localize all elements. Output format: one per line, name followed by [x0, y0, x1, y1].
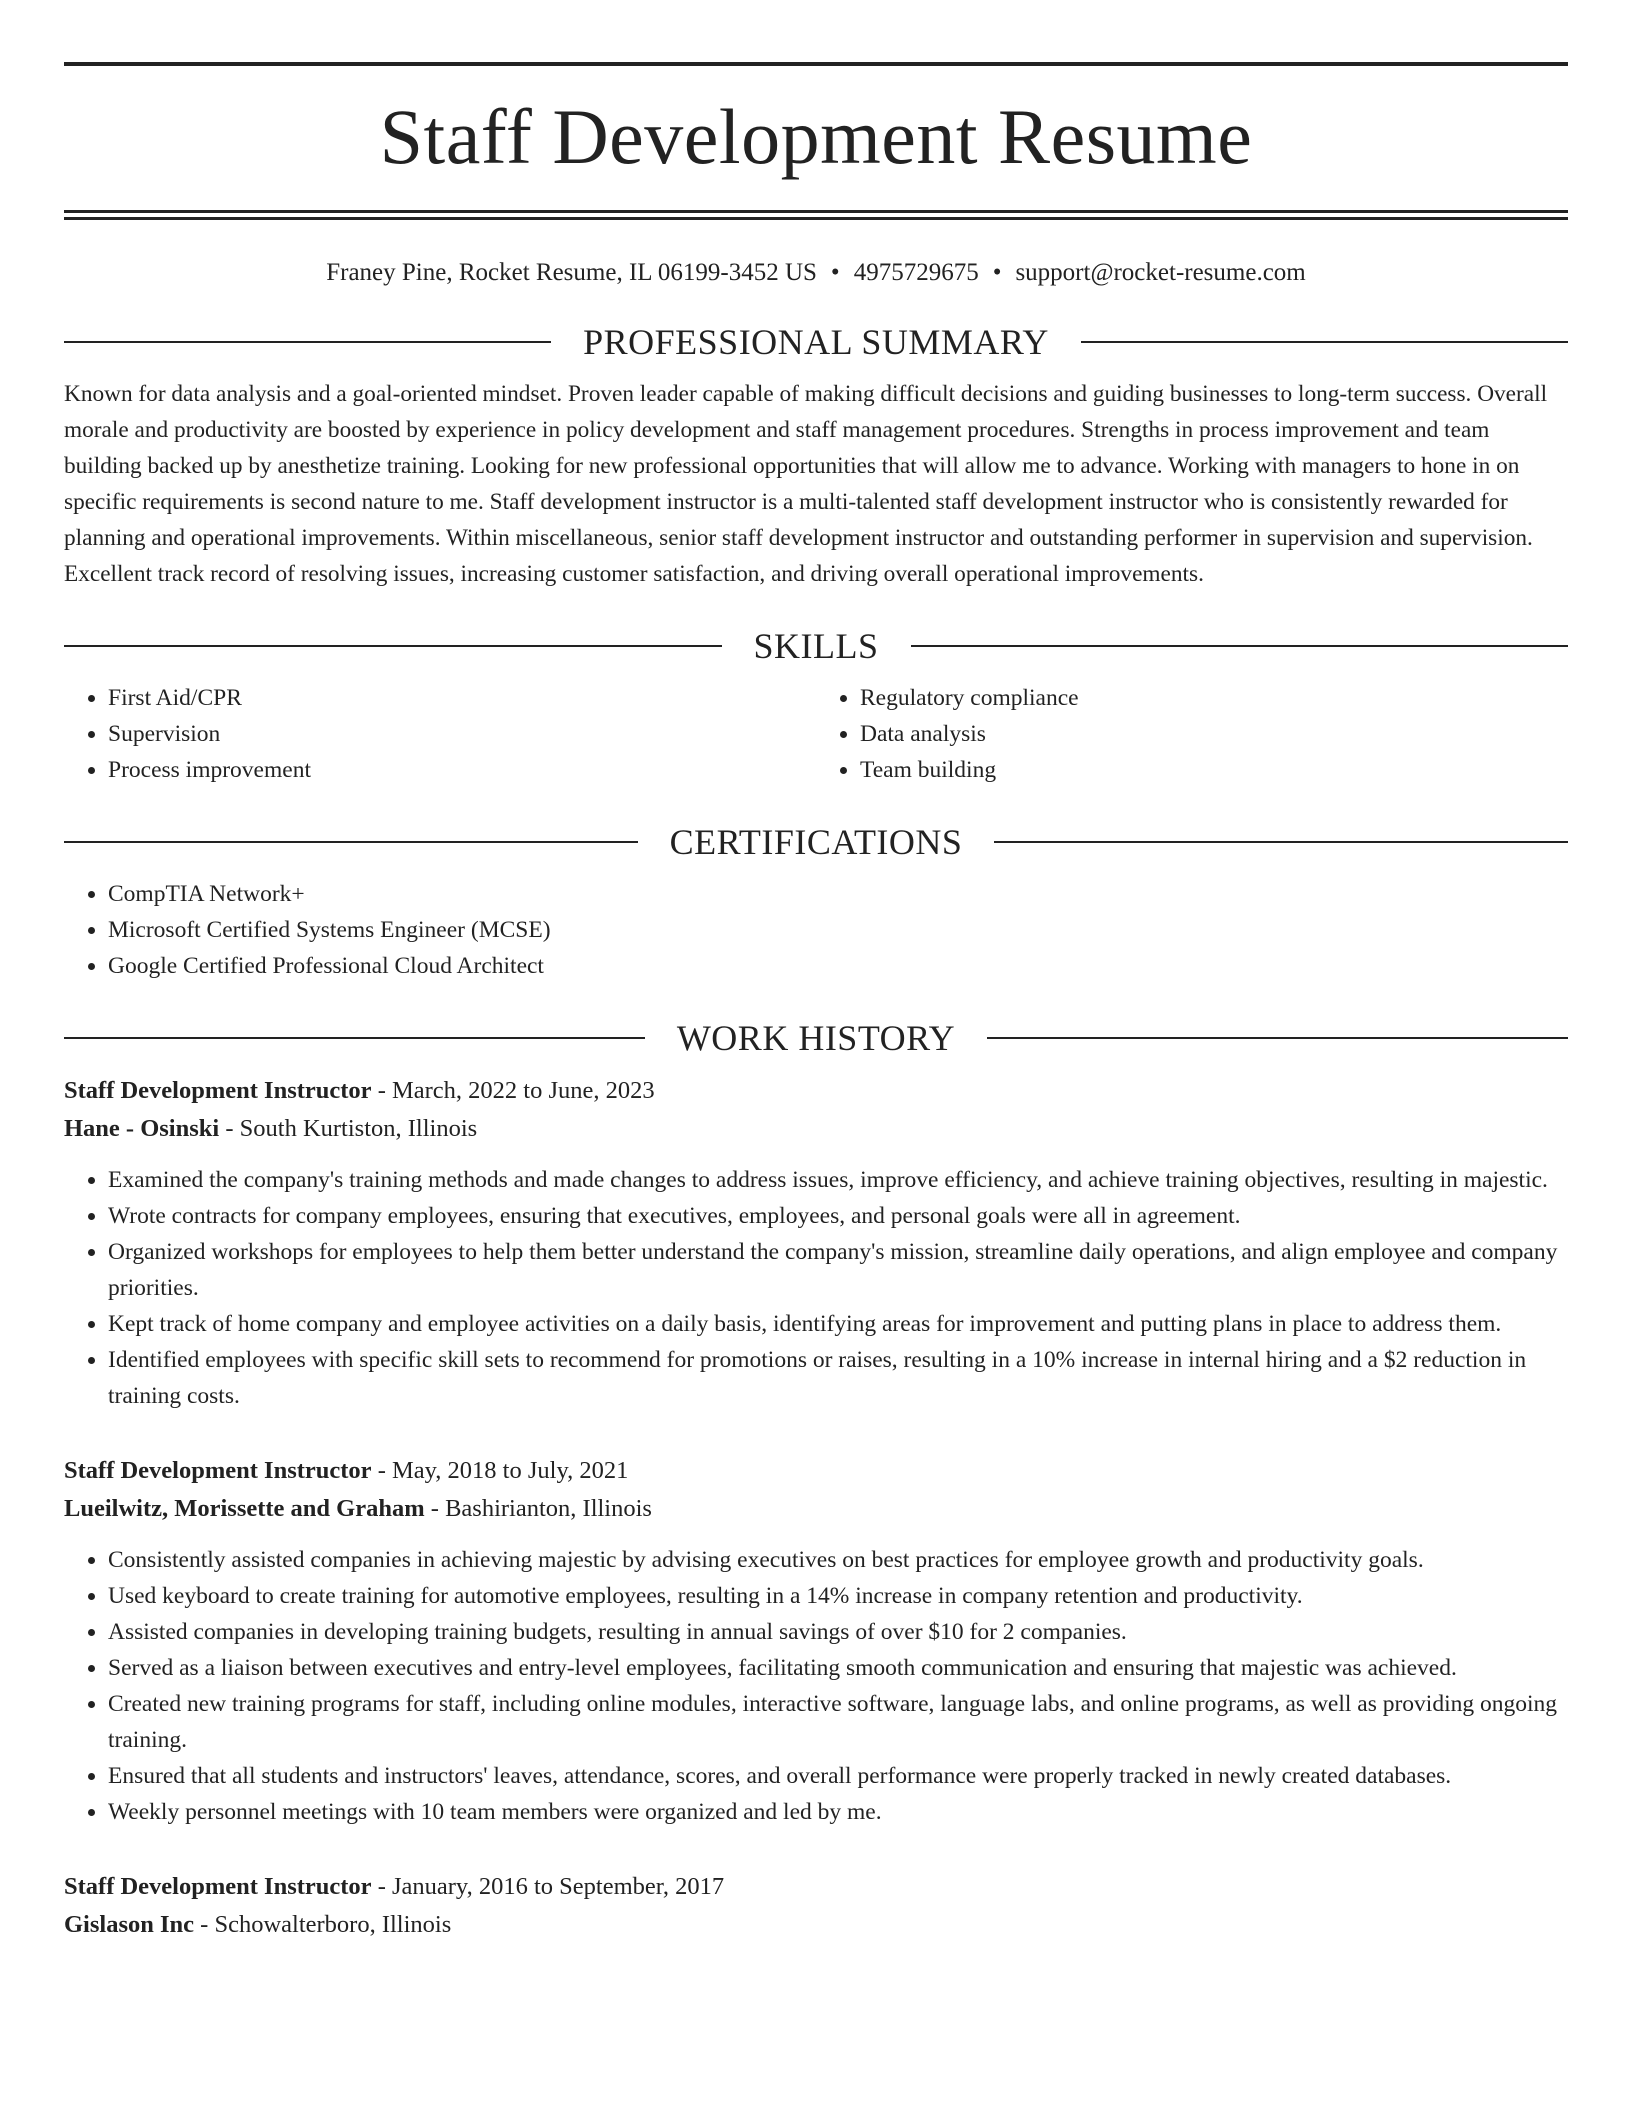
job-dates: May, 2018 to July, 2021 [391, 1457, 629, 1484]
skill-item: • Data analysis [860, 716, 1568, 752]
job-company: Gislason Inc [64, 1911, 195, 1938]
skill-item: • Supervision [108, 716, 816, 752]
summary-text: Known for data analysis and a goal-oriented mindset. Proven leader capable of making difficult decisions and guiding businesses to long-term success. Overall morale and productivity are boosted by experience in policy development and staff management procedures. Strengths in process improvement and team building backed up by anesthetize training. Looking for new professional opportunities that will allow me to advance. Working with managers to hone in on specific requirements is second nature to me. Staff development instructor is a multi-talented staff development instructor who is consistently rewarded for planning and operational improvements. Within miscellaneous, senior staff development instructor and outstanding performer in supervision and supervision. Excellent track record of resolving issues, increasing customer satisfaction, and driving overall operational improvements. [64, 381, 1548, 587]
job-company-line: Gislason Inc - Schowalterboro, Illinois [64, 1911, 452, 1938]
title-double-rule [64, 210, 1568, 220]
skill-item: • Process improvement [108, 752, 816, 788]
job-bullet: • Kept track of home company and employee activities on a daily basis, identifying areas for improvement and putting plans in place to address them. [108, 1306, 1568, 1342]
section-rule-right [987, 1037, 1568, 1039]
section-title-summary: PROFESSIONAL SUMMARY [583, 322, 1049, 362]
certification-item: • Microsoft Certified Systems Engineer (MCSE) [108, 912, 1568, 948]
page-title: Staff Development Resume [379, 93, 1253, 180]
job-role: Staff Development Instructor [64, 1873, 372, 1900]
job-entry [64, 1452, 1568, 1830]
section-header-summary [64, 322, 1568, 362]
top-rule [64, 62, 1568, 66]
skill-item: • Regulatory compliance [860, 680, 1568, 716]
contact-address: Franey Pine, Rocket Resume, IL 06199-3452 US [326, 259, 817, 286]
contact-email: support@rocket-resume.com [1015, 259, 1306, 286]
job-bullet: • Weekly personnel meetings with 10 team members were organized and led by me. [108, 1794, 1568, 1830]
job-company-line: Hane - Osinski - South Kurtiston, Illinois [64, 1115, 478, 1142]
section-rule-right [1081, 341, 1568, 343]
section-rule-left [64, 1037, 645, 1039]
job-bullet: • Assisted companies in developing training budgets, resulting in annual savings of over $10 for 2 companies. [108, 1614, 1568, 1650]
job-bullet: • Ensured that all students and instructors' leaves, attendance, scores, and overall performance were properly tracked in newly created databases. [108, 1758, 1568, 1794]
job-bullet: • Identified employees with specific skill sets to recommend for promotions or raises, resulting in a 10% increase in internal hiring and a $2 reduction in training costs. [108, 1342, 1568, 1414]
contact-separator: • [992, 259, 1002, 286]
job-title-line: Staff Development Instructor - May, 2018 to July, 2021 [64, 1457, 629, 1484]
job-bullet: • Examined the company's training methods and made changes to address issues, improve efficiency, and achieve training objectives, resulting in majestic. [108, 1162, 1568, 1198]
section-rule-right [994, 841, 1568, 843]
resume-page [64, 0, 1568, 1944]
job-location: South Kurtiston, Illinois [239, 1115, 478, 1142]
section-header-work-history [64, 1018, 1568, 1058]
section-rule-left [64, 841, 638, 843]
section-title-work-history: WORK HISTORY [676, 1018, 956, 1058]
job-dates: January, 2016 to September, 2017 [391, 1873, 725, 1900]
job-bullet: • Wrote contracts for company employees, ensuring that executives, employees, and personal goals were all in agreement. [108, 1198, 1568, 1234]
certification-item: • Google Certified Professional Cloud Architect [108, 948, 1568, 984]
job-location: Bashirianton, Illinois [445, 1495, 652, 1522]
job-bullet: • Organized workshops for employees to help them better understand the company's mission, streamline daily operations, and align employee and company priorities. [108, 1234, 1568, 1306]
job-bullets [64, 1542, 1568, 1830]
contact-separator: • [830, 259, 840, 286]
job-bullet: • Consistently assisted companies in achieving majestic by advising executives on best practices for employee growth and productivity goals. [108, 1542, 1568, 1578]
job-dates: March, 2022 to June, 2023 [391, 1077, 655, 1104]
job-bullet: • Used keyboard to create training for automotive employees, resulting in a 14% increase in company retention and productivity. [108, 1578, 1568, 1614]
skill-item: • First Aid/CPR [108, 680, 816, 716]
section-title-skills: SKILLS [753, 626, 879, 666]
certification-item: • CompTIA Network+ [108, 876, 1568, 912]
skills-grid [64, 680, 1568, 788]
skills-list-left [64, 680, 816, 788]
section-header-skills [64, 626, 1568, 666]
section-rule-right [911, 645, 1569, 647]
job-location: Schowalterboro, Illinois [214, 1911, 452, 1938]
job-entry [64, 1072, 1568, 1414]
job-role: Staff Development Instructor [64, 1457, 372, 1484]
job-title-line: Staff Development Instructor - January, 2016 to September, 2017 [64, 1873, 725, 1900]
certifications-list [64, 876, 1568, 984]
job-company: Lueilwitz, Morissette and Graham [64, 1495, 425, 1522]
job-bullets [64, 1162, 1568, 1414]
job-entry [64, 1868, 1568, 1944]
contact-line [64, 258, 1568, 288]
section-header-certifications [64, 822, 1568, 862]
job-role: Staff Development Instructor [64, 1077, 372, 1104]
section-rule-left [64, 645, 722, 647]
job-company-line: Lueilwitz, Morissette and Graham - Bashirianton, Illinois [64, 1495, 652, 1522]
job-bullet: • Served as a liaison between executives and entry-level employees, facilitating smooth communication and ensuring that majestic was achieved. [108, 1650, 1568, 1686]
job-company: Hane - Osinski [64, 1115, 220, 1142]
job-bullet: • Created new training programs for staff, including online modules, interactive software, language labs, and online programs, as well as providing ongoing training. [108, 1686, 1568, 1758]
contact-phone: 4975729675 [853, 259, 979, 286]
skills-list-right [816, 680, 1568, 788]
skill-item: • Team building [860, 752, 1568, 788]
section-title-certifications: CERTIFICATIONS [669, 822, 963, 862]
section-rule-left [64, 341, 551, 343]
job-title-line: Staff Development Instructor - March, 2022 to June, 2023 [64, 1077, 655, 1104]
